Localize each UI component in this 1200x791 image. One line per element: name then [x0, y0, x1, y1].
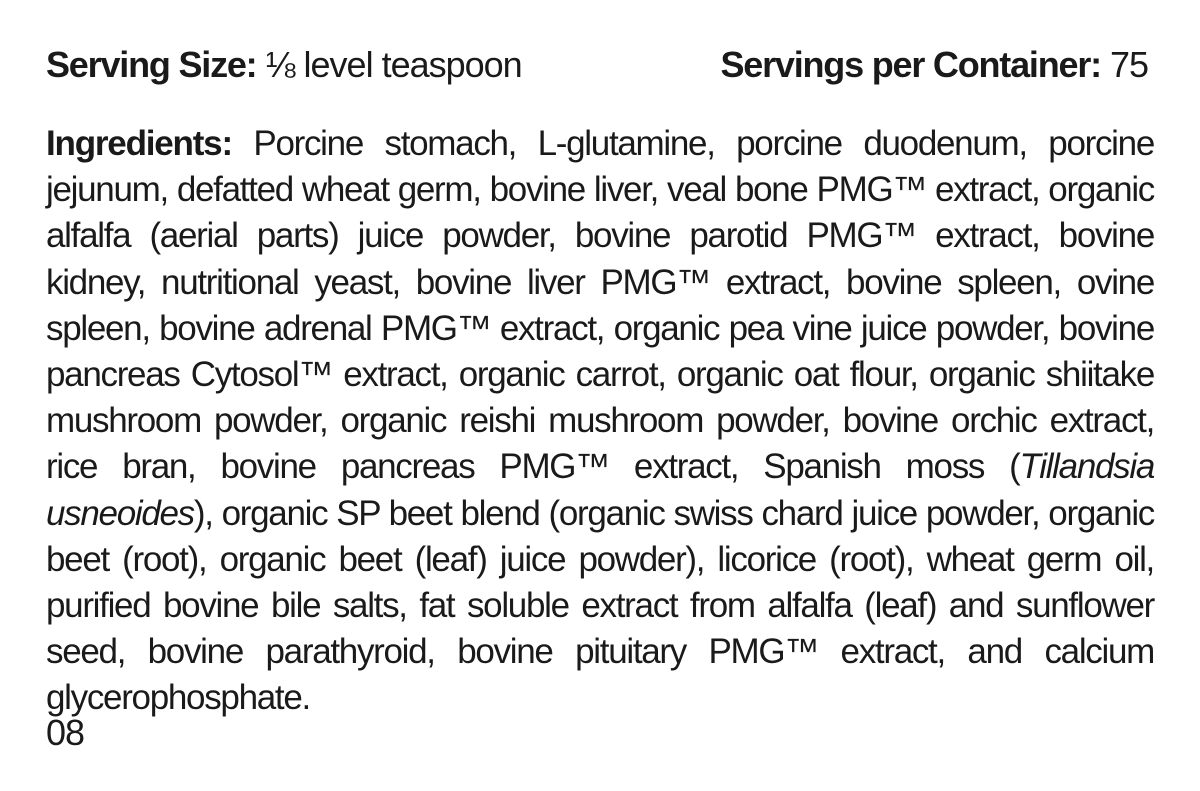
serving-size-value: level teaspoon [294, 44, 522, 85]
ingredients-text: Porcine stomach, L-glutamine, porcine duodenum, porcine jejunum, defatted wheat germ, bovine liver, veal bone PMG™ extract, organic alfalfa (aerial parts) juice powder, bovine parotid PMG™ extract, bovine kidney, nutritional yeast, bovine liver PMG™ extract, bovine spleen, ovine spleen, bovine adrenal PMG™ extract, organic pea vine juice powder, bovine pancreas Cytosol™ extract, organic carrot, organic oat flour, organic shiitake mushroom powder, organic reishi mushroom powder, bovine orchic extract, rice bran, bovine pancreas PMG™ extract, Spanish moss ( [46, 124, 1154, 487]
ingredients-italic-name: Tillandsia usneoides [46, 447, 1154, 533]
supplement-label [46, 0, 1154, 791]
servings-per-container-label: Servings per Container: [720, 44, 1101, 85]
lot-code: 08 [46, 712, 85, 753]
serving-size-fraction: ⅛ [265, 44, 295, 85]
ingredients-label: Ingredients: [46, 124, 232, 163]
ingredients-text-end: ), organic SP beet blend (organic swiss chard juice powder, organic beet (root), organic beet (leaf) juice powder), licorice (root), wheat germ oil, purified bovine bile salts, fat soluble extract from alfalfa (leaf) and sunflower seed, bovine parathyroid, bovine pituitary PMG™ extract, and calcium glycerophosphate. [46, 493, 1154, 718]
serving-size [46, 40, 522, 90]
servings-per-container [720, 40, 1148, 90]
serving-size-label: Serving Size: [46, 44, 257, 85]
serving-info-row [46, 40, 1154, 90]
ingredients-paragraph [46, 121, 1154, 722]
servings-per-container-value: 75 [1109, 44, 1148, 85]
